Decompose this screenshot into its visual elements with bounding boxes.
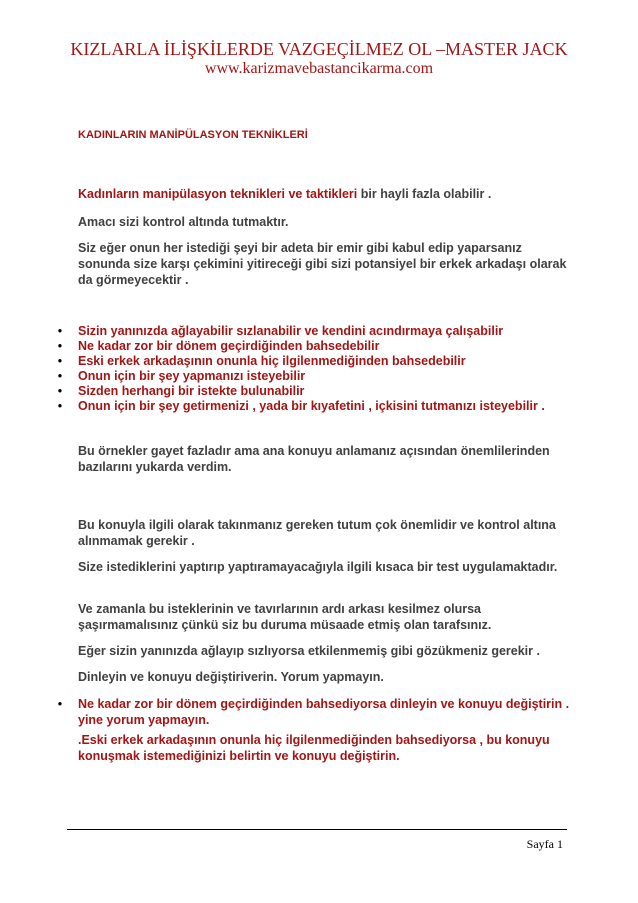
listen-advice-paragraph: Dinleyin ve konuyu değiştiriverin. Yorum yapmayın. [78, 670, 384, 684]
list-item-text: Sizden herhangi bir istekte bulunabilir [78, 384, 305, 398]
persistence-paragraph: Ve zamanla bu isteklerinin ve tavırlarının ardı arkası kesilmez olursa şaşırmamalısınız çünkü siz bu duruma müsaade etmiş olan tarafsınız. [78, 602, 492, 632]
bullet-icon: • [57, 354, 63, 368]
final-bullet-continuation: .Eski erkek arkadaşının onunla hiç ilgilenmediğinden bahsediyorsa , bu konuyu konuşmak istemediğinizi belirtin ve konuyu değiştirin. [78, 733, 550, 763]
bullet-icon: • [57, 369, 63, 383]
header-website-link[interactable]: www.karizmavebastancikarma.com [204, 60, 434, 77]
list-item-text: Onun için bir şey yapmanızı isteyebilir [78, 369, 306, 383]
final-bullet-item [54, 696, 574, 764]
bullet-icon: • [57, 339, 63, 353]
list-item-text: Ne kadar zor bir dönem geçirdiğinden bahsedebilir [78, 339, 380, 353]
section-title: KADINLARIN MANİPÜLASYON TEKNİKLERİ [78, 129, 308, 141]
examples-paragraph: Bu örnekler gayet fazladır ama ana konuyu anlamanız açısından önemlilerinden bazılarını yukarda verdim. [78, 444, 550, 474]
test-paragraph: Size istediklerini yaptırıp yaptıramayacağıyla ilgili kısaca bir test uygulamaktadır. [78, 560, 558, 574]
header-title: KIZLARLA İLİŞKİLERDE VAZGEÇİLMEZ OL –MASTER JACK [70, 39, 568, 59]
list-item-text: Sizin yanınızda ağlayabilir sızlanabilir ve kendini acındırmaya çalışabilir [78, 324, 504, 338]
bullet-icon: • [57, 324, 63, 338]
list-item-text: Eski erkek arkadaşının onunla hiç ilgilenmediğinden bahsedebilir [78, 354, 466, 368]
intro-paragraph [78, 186, 573, 202]
final-bullet-text: Ne kadar zor bir dönem geçirdiğinden bahsediyorsa dinleyin ve konuyu değiştirin . yine yorum yapmayın. [78, 697, 570, 727]
page-number: Sayfa 1 [526, 837, 563, 851]
list-item-text: Onun için bir şey getirmenizi , yada bir kıyafetini , içkisini tutmanızı isteyebilir . [78, 399, 545, 413]
consequence-paragraph: Siz eğer onun her istediği şeyi bir adeta bir emir gibi kabul edip yaparsanız sonunda size karşı çekimini yitireceği gibi sizi potansiyel bir erkek arkadaşı olarak da görmeyecektir . [78, 241, 567, 287]
tactics-bullet-list [54, 324, 545, 414]
purpose-paragraph: Amacı sizi kontrol altında tutmaktır. [78, 215, 289, 229]
crying-advice-paragraph: Eğer sizin yanınızda ağlayıp sızlıyorsa etkilenmemiş gibi gözükmeniz gerekir . [78, 644, 540, 658]
list-item [54, 399, 545, 414]
bullet-icon: • [57, 399, 63, 413]
intro-lead-highlight: Kadınların manipülasyon teknikleri ve taktikleri [78, 187, 358, 201]
list-item [54, 384, 545, 399]
list-item [54, 339, 545, 354]
list-item [54, 354, 545, 369]
bullet-icon: • [57, 384, 63, 398]
list-item [54, 369, 545, 384]
bullet-icon: • [57, 697, 63, 711]
intro-lead-rest: bir hayli fazla olabilir . [357, 187, 492, 201]
footer-divider [67, 829, 567, 830]
list-item [54, 324, 545, 339]
attitude-paragraph: Bu konuyla ilgili olarak takınmanız gereken tutum çok önemlidir ve kontrol altına alınmamak gerekir . [78, 518, 556, 548]
